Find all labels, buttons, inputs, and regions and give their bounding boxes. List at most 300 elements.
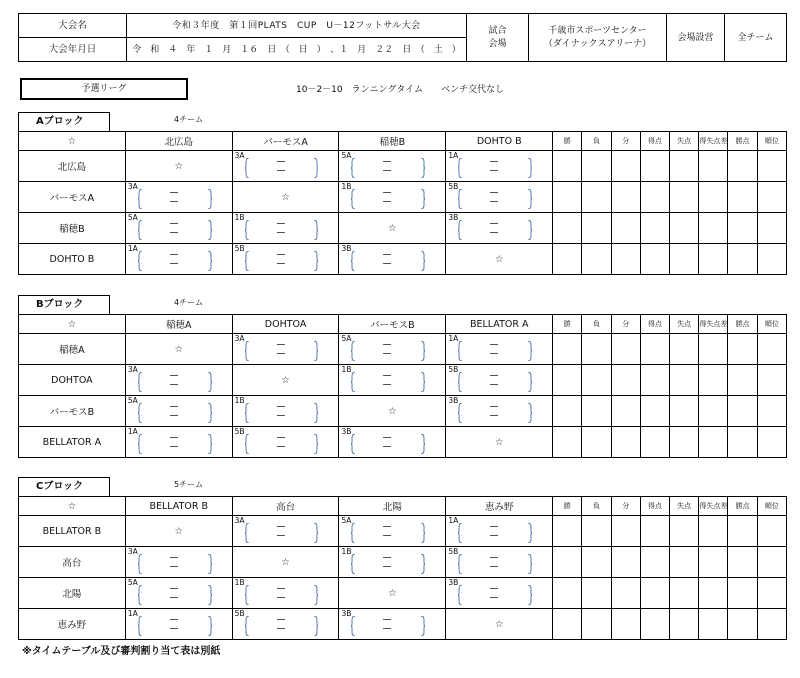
- stat-cell[interactable]: [757, 182, 786, 213]
- stat-cell[interactable]: [699, 609, 728, 640]
- left-brace-icon: [245, 158, 250, 178]
- stat-cell[interactable]: [553, 213, 582, 244]
- venue-label-line1: 試合: [488, 25, 507, 36]
- stat-cell[interactable]: [757, 151, 786, 182]
- stat-cell[interactable]: [582, 578, 611, 609]
- stat-cell[interactable]: [582, 182, 611, 213]
- match-score-cell[interactable]: [339, 516, 446, 547]
- self-match-star-icon: ☆: [232, 182, 339, 213]
- stat-cell[interactable]: [757, 547, 786, 578]
- match-score-cell[interactable]: [446, 396, 553, 427]
- self-match-star-icon: ☆: [125, 516, 232, 547]
- match-score-cell[interactable]: [232, 244, 339, 275]
- stat-cell[interactable]: [728, 516, 757, 547]
- left-brace-icon: [458, 523, 463, 543]
- first-half-dash: [170, 588, 178, 589]
- first-half-dash: [490, 526, 498, 527]
- match-score-cell[interactable]: [125, 547, 232, 578]
- second-half-dash: [170, 201, 178, 202]
- setup-label: 会場設営: [667, 14, 725, 62]
- stat-cell[interactable]: [611, 396, 640, 427]
- block-label: Cブロック: [18, 477, 110, 496]
- stat-cell[interactable]: [611, 244, 640, 275]
- left-brace-icon: [351, 554, 356, 574]
- first-half-dash: [383, 161, 391, 162]
- match-code: 5B: [234, 427, 245, 436]
- match-code: 1B: [234, 578, 245, 587]
- match-score-cell[interactable]: [446, 516, 553, 547]
- stat-cell[interactable]: [611, 213, 640, 244]
- match-score-cell[interactable]: [232, 609, 339, 640]
- league-table: [18, 314, 787, 458]
- stat-cell[interactable]: [670, 182, 699, 213]
- column-team-name: 恵み野: [446, 497, 553, 516]
- stat-cell[interactable]: [553, 334, 582, 365]
- second-half-dash: [490, 384, 498, 385]
- first-half-dash: [277, 588, 285, 589]
- stat-cell[interactable]: [728, 396, 757, 427]
- right-brace-icon: [420, 372, 425, 392]
- right-brace-icon: [207, 434, 212, 454]
- stat-cell[interactable]: [582, 151, 611, 182]
- first-half-dash: [383, 437, 391, 438]
- second-half-dash: [383, 535, 391, 536]
- column-team-name: BELLATOR A: [446, 315, 553, 334]
- match-code: 3A: [127, 547, 138, 556]
- match-code: 5B: [234, 609, 245, 618]
- right-brace-icon: [207, 189, 212, 209]
- match-code: 3B: [448, 396, 459, 405]
- stat-cell[interactable]: [553, 396, 582, 427]
- stat-cell[interactable]: [728, 427, 757, 458]
- match-code: 3A: [234, 334, 245, 343]
- match-code: 3A: [234, 151, 245, 160]
- first-half-dash: [277, 223, 285, 224]
- row-team-name: 高台: [19, 547, 126, 578]
- stat-cell[interactable]: [611, 547, 640, 578]
- stat-cell[interactable]: [582, 516, 611, 547]
- match-score-cell[interactable]: [339, 365, 446, 396]
- row-team-name: DOHTO B: [19, 244, 126, 275]
- stat-cell[interactable]: [582, 609, 611, 640]
- match-score-cell[interactable]: [232, 213, 339, 244]
- stat-cell[interactable]: [670, 396, 699, 427]
- stat-cell[interactable]: [699, 578, 728, 609]
- second-half-dash: [170, 384, 178, 385]
- block-team-count: 5チーム: [174, 480, 204, 489]
- table-row: [19, 182, 787, 213]
- stat-cell[interactable]: [699, 547, 728, 578]
- match-score-cell[interactable]: [339, 334, 446, 365]
- first-half-dash: [490, 375, 498, 376]
- second-half-dash: [490, 201, 498, 202]
- stat-cell[interactable]: [757, 213, 786, 244]
- venue-name: [529, 14, 667, 62]
- stat-cell[interactable]: [699, 244, 728, 275]
- stat-header: 得点: [640, 132, 669, 151]
- match-score-cell[interactable]: [339, 547, 446, 578]
- second-half-dash: [170, 263, 178, 264]
- stat-cell[interactable]: [553, 516, 582, 547]
- match-score-cell[interactable]: [339, 609, 446, 640]
- stat-cell[interactable]: [611, 151, 640, 182]
- stat-header: 得失点差: [699, 315, 728, 334]
- match-score-cell[interactable]: [232, 516, 339, 547]
- right-brace-icon: [420, 189, 425, 209]
- match-score-cell[interactable]: [446, 365, 553, 396]
- stat-cell[interactable]: [553, 427, 582, 458]
- first-half-dash: [170, 192, 178, 193]
- first-half-dash: [490, 406, 498, 407]
- stat-cell[interactable]: [728, 244, 757, 275]
- stat-cell[interactable]: [670, 213, 699, 244]
- match-code: 1A: [127, 427, 138, 436]
- match-code: 3A: [234, 516, 245, 525]
- stat-cell[interactable]: [670, 151, 699, 182]
- first-half-dash: [277, 254, 285, 255]
- left-brace-icon: [351, 189, 356, 209]
- stat-cell[interactable]: [699, 396, 728, 427]
- match-code: 5B: [234, 244, 245, 253]
- stat-cell[interactable]: [699, 334, 728, 365]
- right-brace-icon: [313, 434, 318, 454]
- match-score-cell[interactable]: [339, 427, 446, 458]
- stat-cell[interactable]: [699, 427, 728, 458]
- self-match-star-icon: ☆: [125, 334, 232, 365]
- stat-cell[interactable]: [640, 213, 669, 244]
- stat-cell[interactable]: [670, 578, 699, 609]
- venue-label-line2: 会場: [488, 38, 507, 49]
- stat-header: 失点: [670, 132, 699, 151]
- stat-cell[interactable]: [611, 182, 640, 213]
- table-row: [19, 396, 787, 427]
- tournament-header-table: [18, 13, 787, 62]
- stat-cell[interactable]: [611, 334, 640, 365]
- left-brace-icon: [245, 616, 250, 636]
- second-half-dash: [383, 566, 391, 567]
- stat-header: 得失点差: [699, 497, 728, 516]
- match-score-cell[interactable]: [446, 547, 553, 578]
- left-brace-icon: [138, 220, 143, 240]
- column-team-name: バーモスA: [232, 132, 339, 151]
- stat-cell[interactable]: [728, 334, 757, 365]
- stat-cell[interactable]: [757, 365, 786, 396]
- match-score-cell[interactable]: [339, 151, 446, 182]
- stat-cell[interactable]: [611, 516, 640, 547]
- second-half-dash: [170, 628, 178, 629]
- left-brace-icon: [351, 341, 356, 361]
- match-code: 3B: [341, 427, 352, 436]
- column-team-name: 稲穂B: [339, 132, 446, 151]
- match-code: 1A: [127, 244, 138, 253]
- table-row: [19, 151, 787, 182]
- match-score-cell[interactable]: [339, 182, 446, 213]
- stat-cell[interactable]: [640, 396, 669, 427]
- right-brace-icon: [313, 616, 318, 636]
- first-half-dash: [277, 344, 285, 345]
- stat-cell[interactable]: [640, 609, 669, 640]
- stat-cell[interactable]: [611, 427, 640, 458]
- stat-cell[interactable]: [582, 427, 611, 458]
- tournament-name: 令和３年度 第１回PLATS CUP U－12フットサル大会: [127, 14, 467, 38]
- right-brace-icon: [527, 189, 532, 209]
- match-score-cell[interactable]: [125, 396, 232, 427]
- stat-cell[interactable]: [670, 427, 699, 458]
- left-brace-icon: [245, 523, 250, 543]
- stat-cell[interactable]: [553, 578, 582, 609]
- first-half-dash: [170, 619, 178, 620]
- match-code: 5A: [127, 578, 138, 587]
- stat-cell[interactable]: [728, 578, 757, 609]
- left-brace-icon: [138, 251, 143, 271]
- first-half-dash: [170, 375, 178, 376]
- second-half-dash: [277, 353, 285, 354]
- match-code: 3B: [341, 609, 352, 618]
- stat-cell[interactable]: [553, 609, 582, 640]
- second-half-dash: [383, 628, 391, 629]
- left-brace-icon: [351, 616, 356, 636]
- stat-cell[interactable]: [728, 365, 757, 396]
- block-label: Aブロック: [18, 112, 110, 131]
- second-half-dash: [277, 628, 285, 629]
- left-brace-icon: [245, 403, 250, 423]
- left-brace-icon: [245, 251, 250, 271]
- right-brace-icon: [527, 403, 532, 423]
- first-half-dash: [277, 526, 285, 527]
- stat-cell[interactable]: [699, 151, 728, 182]
- left-brace-icon: [458, 341, 463, 361]
- row-team-name: 北陽: [19, 578, 126, 609]
- column-team-name: BELLATOR B: [125, 497, 232, 516]
- second-half-dash: [383, 353, 391, 354]
- stat-cell[interactable]: [611, 365, 640, 396]
- stat-cell[interactable]: [670, 365, 699, 396]
- stat-cell[interactable]: [640, 365, 669, 396]
- match-score-cell[interactable]: [125, 609, 232, 640]
- left-brace-icon: [458, 189, 463, 209]
- second-half-dash: [170, 232, 178, 233]
- corner-star-icon: ☆: [19, 497, 126, 516]
- stat-header: 得点: [640, 497, 669, 516]
- left-brace-icon: [138, 554, 143, 574]
- first-half-dash: [490, 223, 498, 224]
- second-half-dash: [277, 263, 285, 264]
- match-score-cell[interactable]: [339, 244, 446, 275]
- stat-cell[interactable]: [582, 334, 611, 365]
- second-half-dash: [277, 170, 285, 171]
- match-score-cell[interactable]: [446, 151, 553, 182]
- stat-cell[interactable]: [553, 151, 582, 182]
- stat-cell[interactable]: [728, 213, 757, 244]
- stat-cell[interactable]: [582, 244, 611, 275]
- first-half-dash: [383, 526, 391, 527]
- match-code: 3B: [448, 213, 459, 222]
- right-brace-icon: [420, 341, 425, 361]
- tournament-name-label: 大会名: [19, 14, 127, 38]
- stat-cell[interactable]: [611, 609, 640, 640]
- match-score-cell[interactable]: [125, 213, 232, 244]
- row-team-name: 稲穂A: [19, 334, 126, 365]
- block-team-count: 4チーム: [174, 115, 204, 124]
- first-half-dash: [277, 619, 285, 620]
- left-brace-icon: [245, 220, 250, 240]
- match-score-cell[interactable]: [232, 334, 339, 365]
- match-code: 1B: [341, 547, 352, 556]
- match-score-cell[interactable]: [446, 213, 553, 244]
- self-match-star-icon: ☆: [446, 609, 553, 640]
- match-score-cell[interactable]: [232, 427, 339, 458]
- left-brace-icon: [351, 434, 356, 454]
- stat-header: 負: [582, 497, 611, 516]
- match-score-cell[interactable]: [446, 334, 553, 365]
- stat-cell[interactable]: [670, 244, 699, 275]
- stat-cell[interactable]: [640, 182, 669, 213]
- stat-header: 分: [611, 497, 640, 516]
- stat-cell[interactable]: [640, 547, 669, 578]
- match-score-cell[interactable]: [125, 365, 232, 396]
- stat-cell[interactable]: [757, 427, 786, 458]
- match-score-cell[interactable]: [232, 151, 339, 182]
- right-brace-icon: [420, 251, 425, 271]
- stat-cell[interactable]: [670, 609, 699, 640]
- stat-cell[interactable]: [670, 547, 699, 578]
- table-row: [19, 516, 787, 547]
- venue-name-line2: （ダイナックスアリーナ）: [543, 38, 652, 49]
- stat-cell[interactable]: [728, 182, 757, 213]
- second-half-dash: [170, 566, 178, 567]
- stat-cell[interactable]: [640, 427, 669, 458]
- right-brace-icon: [527, 585, 532, 605]
- stat-cell[interactable]: [582, 396, 611, 427]
- right-brace-icon: [207, 585, 212, 605]
- column-team-name: 北広島: [125, 132, 232, 151]
- left-brace-icon: [351, 158, 356, 178]
- stat-cell[interactable]: [728, 609, 757, 640]
- stat-cell[interactable]: [757, 244, 786, 275]
- stat-cell[interactable]: [699, 365, 728, 396]
- stat-header: 得失点差: [699, 132, 728, 151]
- left-brace-icon: [138, 372, 143, 392]
- second-half-dash: [490, 566, 498, 567]
- stat-cell[interactable]: [728, 547, 757, 578]
- right-brace-icon: [527, 158, 532, 178]
- second-half-dash: [170, 446, 178, 447]
- stat-cell[interactable]: [728, 151, 757, 182]
- first-half-dash: [383, 344, 391, 345]
- stat-cell[interactable]: [699, 516, 728, 547]
- second-half-dash: [383, 384, 391, 385]
- self-match-star-icon: ☆: [446, 244, 553, 275]
- match-score-cell[interactable]: [125, 244, 232, 275]
- corner-star-icon: ☆: [19, 315, 126, 334]
- stat-cell[interactable]: [757, 396, 786, 427]
- row-team-name: バーモスB: [19, 396, 126, 427]
- stat-cell[interactable]: [640, 516, 669, 547]
- stat-cell[interactable]: [582, 213, 611, 244]
- self-match-star-icon: ☆: [232, 365, 339, 396]
- match-code: 1A: [127, 609, 138, 618]
- stat-cell[interactable]: [757, 578, 786, 609]
- column-team-name: 北陽: [339, 497, 446, 516]
- stat-cell[interactable]: [640, 578, 669, 609]
- match-code: 1A: [448, 516, 459, 525]
- left-brace-icon: [245, 341, 250, 361]
- second-half-dash: [490, 353, 498, 354]
- left-brace-icon: [458, 403, 463, 423]
- match-score-cell[interactable]: [232, 396, 339, 427]
- left-brace-icon: [138, 403, 143, 423]
- stat-cell[interactable]: [699, 182, 728, 213]
- left-brace-icon: [458, 585, 463, 605]
- match-score-cell[interactable]: [446, 578, 553, 609]
- left-brace-icon: [245, 434, 250, 454]
- match-score-cell[interactable]: [232, 578, 339, 609]
- stat-cell[interactable]: [670, 334, 699, 365]
- stat-cell[interactable]: [757, 334, 786, 365]
- stat-cell[interactable]: [640, 244, 669, 275]
- match-code: 1B: [234, 213, 245, 222]
- table-row: [19, 427, 787, 458]
- left-brace-icon: [458, 158, 463, 178]
- stat-cell[interactable]: [553, 244, 582, 275]
- match-score-cell[interactable]: [125, 427, 232, 458]
- right-brace-icon: [420, 523, 425, 543]
- row-team-name: 恵み野: [19, 609, 126, 640]
- match-score-cell[interactable]: [125, 182, 232, 213]
- stat-header: 分: [611, 315, 640, 334]
- stat-cell[interactable]: [699, 213, 728, 244]
- stat-cell[interactable]: [757, 609, 786, 640]
- right-brace-icon: [527, 554, 532, 574]
- stat-header: 分: [611, 132, 640, 151]
- stat-cell[interactable]: [670, 516, 699, 547]
- footnote: ※タイムテーブル及び審判割り当て表は別紙: [22, 646, 221, 657]
- table-row: [19, 365, 787, 396]
- second-half-dash: [490, 232, 498, 233]
- stat-header: 負: [582, 315, 611, 334]
- venue-label: [467, 14, 529, 62]
- stat-cell[interactable]: [640, 151, 669, 182]
- match-score-cell[interactable]: [446, 182, 553, 213]
- stat-cell[interactable]: [553, 365, 582, 396]
- second-half-dash: [490, 415, 498, 416]
- right-brace-icon: [313, 585, 318, 605]
- second-half-dash: [170, 415, 178, 416]
- match-code: 3B: [341, 244, 352, 253]
- right-brace-icon: [313, 158, 318, 178]
- stat-cell[interactable]: [757, 516, 786, 547]
- match-code: 5B: [448, 182, 459, 191]
- stat-cell[interactable]: [553, 182, 582, 213]
- stat-cell[interactable]: [611, 578, 640, 609]
- match-score-cell[interactable]: [125, 578, 232, 609]
- stat-header: 勝点: [728, 132, 757, 151]
- match-code: 5A: [127, 396, 138, 405]
- match-code: 1B: [341, 365, 352, 374]
- stat-cell[interactable]: [582, 365, 611, 396]
- right-brace-icon: [313, 403, 318, 423]
- right-brace-icon: [527, 523, 532, 543]
- first-half-dash: [383, 192, 391, 193]
- left-brace-icon: [245, 585, 250, 605]
- stat-cell[interactable]: [640, 334, 669, 365]
- left-brace-icon: [351, 372, 356, 392]
- stat-cell[interactable]: [582, 547, 611, 578]
- second-half-dash: [490, 535, 498, 536]
- right-brace-icon: [313, 220, 318, 240]
- right-brace-icon: [207, 616, 212, 636]
- stat-cell[interactable]: [553, 547, 582, 578]
